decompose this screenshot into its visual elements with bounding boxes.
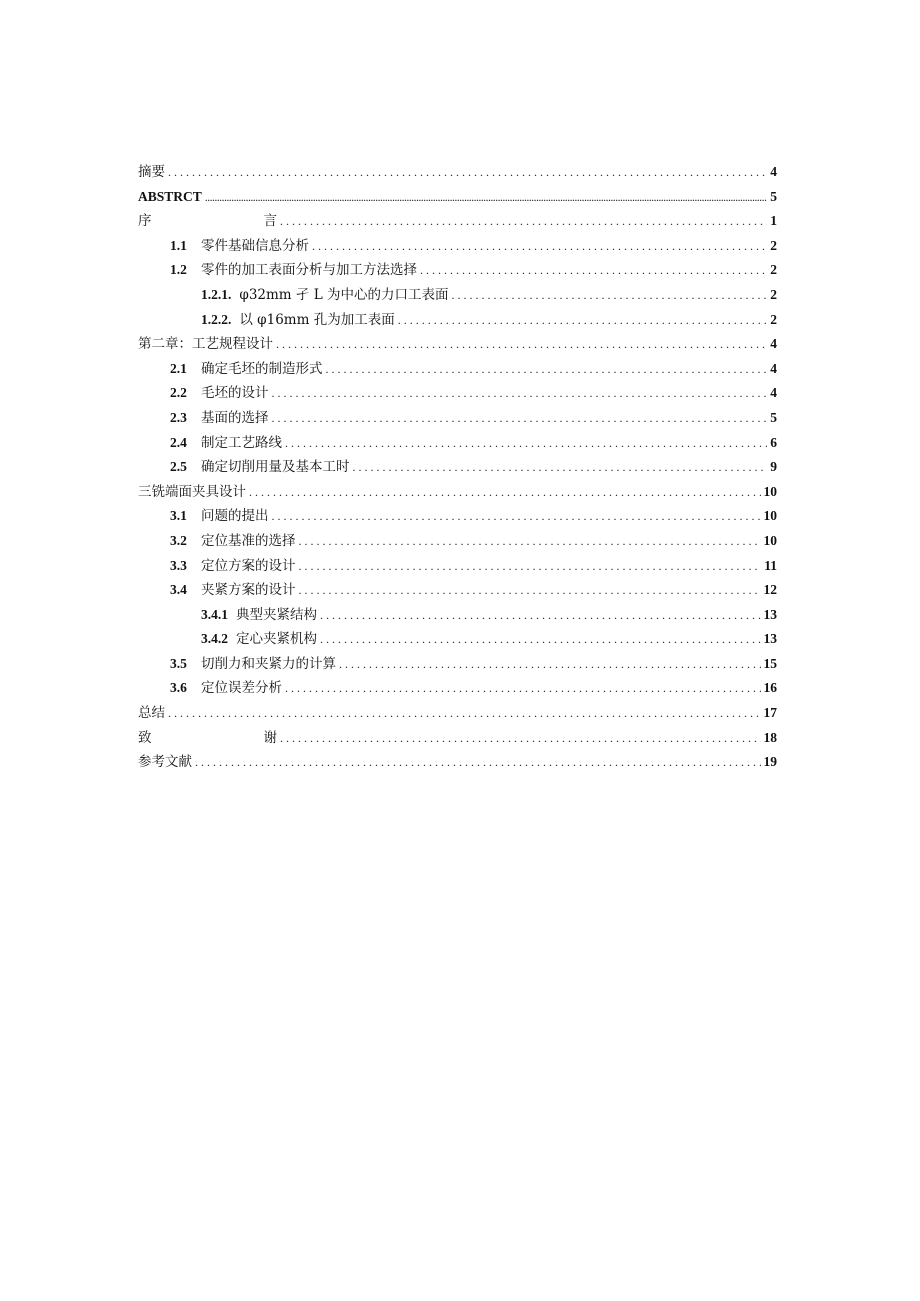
toc-page-number: 15 (763, 655, 777, 671)
toc-page-number: 10 (763, 483, 777, 499)
toc-entry-3-5[interactable] (138, 652, 777, 677)
toc-leader-dots (299, 529, 761, 554)
toc-leader-dots (320, 603, 761, 628)
toc-entry-title-part: 言 (263, 213, 277, 230)
toc-leader-dots (205, 185, 767, 210)
toc-entry-number: 2.5 (170, 459, 187, 475)
toc-leader-dots (280, 209, 767, 234)
toc-entry-number: 3.5 (170, 655, 187, 671)
toc-entry-title: 定位误差分析 (201, 680, 282, 697)
toc-leader-dots (168, 160, 767, 185)
toc-leader-dots (339, 652, 761, 677)
toc-entry-number: 1.1 (170, 237, 187, 253)
toc-page-number: 10 (763, 508, 777, 524)
toc-page-number: 9 (770, 459, 777, 475)
toc-page-number: 4 (770, 336, 777, 352)
toc-leader-dots (326, 357, 768, 382)
toc-entry-number: 1.2 (170, 262, 187, 278)
toc-entry-1-2-2[interactable] (138, 308, 777, 333)
toc-entry-title: 夹紧方案的设计 (201, 582, 296, 599)
toc-entry-abstract-cn[interactable] (138, 160, 777, 185)
toc-entry-2-1[interactable] (138, 357, 777, 382)
toc-entry-number: 3.2 (170, 532, 187, 548)
toc-entry-number: 3.3 (170, 557, 187, 573)
toc-entry-number: 3.1 (170, 508, 187, 524)
toc-entry-2-4[interactable] (138, 431, 777, 456)
toc-entry-number: 2.2 (170, 385, 187, 401)
toc-page-number: 2 (770, 262, 777, 278)
toc-entry-preface[interactable] (138, 209, 777, 234)
toc-entry-title: 参考文献 (138, 754, 192, 771)
toc-page-number: 5 (770, 188, 777, 204)
toc-entry-title: 典型夹紧结构 (236, 606, 317, 623)
toc-entry-title: 以 φ16mm 孔为加工表面 (239, 311, 395, 328)
toc-leader-dots (312, 234, 767, 259)
toc-entry-chapter-3[interactable] (138, 480, 777, 505)
toc-entry-number: 3.4.1 (201, 606, 228, 622)
toc-entry-title: 零件的加工表面分析与加工方法选择 (201, 262, 417, 279)
toc-entry-title: 切削力和夹紧力的计算 (201, 655, 336, 672)
toc-entry-3-4-1[interactable] (138, 603, 777, 628)
toc-entry-title: 定位方案的设计 (201, 557, 296, 574)
toc-entry-1-2[interactable] (138, 258, 777, 283)
toc-entry-3-2[interactable] (138, 529, 777, 554)
toc-entry-title: 基面的选择 (201, 409, 269, 426)
toc-page-number: 5 (770, 409, 777, 425)
toc-entry-number: 2.3 (170, 409, 187, 425)
toc-page-number: 4 (770, 360, 777, 376)
toc-leader-dots (353, 455, 768, 480)
toc-leader-dots (420, 258, 767, 283)
toc-entry-number: 2.1 (170, 360, 187, 376)
toc-leader-dots (272, 381, 768, 406)
toc-entry-number: 3.4.2 (201, 631, 228, 647)
toc-entry-title: 毛坯的设计 (201, 385, 269, 402)
toc-leader-dots (272, 504, 761, 529)
toc-entry-title: 确定切削用量及基本工时 (201, 459, 350, 476)
toc-entry-abstract-en[interactable] (138, 185, 777, 210)
toc-entry-title: 定位基准的选择 (201, 532, 296, 549)
toc-leader-dots (398, 308, 768, 333)
toc-entry-3-4[interactable] (138, 578, 777, 603)
toc-entry-title-part: 序 (138, 213, 152, 230)
toc-entry-title: 零件基础信息分析 (201, 237, 309, 254)
toc-entry-title: 确定毛坯的制造形式 (201, 360, 323, 377)
table-of-contents (138, 160, 777, 775)
toc-entry-3-1[interactable] (138, 504, 777, 529)
toc-leader-dots (451, 283, 767, 308)
toc-entry-2-5[interactable] (138, 455, 777, 480)
toc-entry-title: ABSTRCT (138, 188, 202, 204)
toc-entry-chapter-2[interactable] (138, 332, 777, 357)
toc-entry-2-2[interactable] (138, 381, 777, 406)
toc-leader-dots (285, 676, 761, 701)
toc-entry-3-6[interactable] (138, 676, 777, 701)
toc-entry-title: 定心夹紧机构 (236, 631, 317, 648)
toc-leader-dots (249, 480, 761, 505)
toc-entry-1-1[interactable] (138, 234, 777, 259)
toc-page-number: 19 (763, 754, 777, 770)
toc-leader-dots (299, 578, 761, 603)
toc-leader-dots (168, 701, 761, 726)
toc-page-number: 1 (770, 213, 777, 229)
toc-page-number: 2 (770, 286, 777, 302)
toc-page-number: 13 (763, 606, 777, 622)
toc-page-number: 17 (763, 705, 777, 721)
toc-entry-3-4-2[interactable] (138, 627, 777, 652)
toc-entry-number: 3.4 (170, 582, 187, 598)
toc-leader-dots (299, 554, 762, 579)
toc-page-number: 12 (763, 582, 777, 598)
toc-leader-dots (285, 431, 767, 456)
toc-entry-title: 三铣端面夹具设计 (138, 483, 246, 500)
toc-entry-1-2-1[interactable] (138, 283, 777, 308)
toc-page-number: 4 (770, 164, 777, 179)
toc-entry-title: 问题的提出 (201, 508, 269, 525)
toc-page-number: 16 (763, 680, 777, 696)
toc-leader-dots (280, 726, 761, 751)
toc-leader-dots (195, 750, 761, 775)
toc-page-number: 2 (770, 237, 777, 253)
toc-page-number: 11 (764, 557, 777, 573)
toc-entry-title: 摘要 (138, 164, 165, 180)
toc-entry-title: 总结 (138, 705, 165, 722)
toc-entry-title: φ32mm 孑 L 为中心的力口工表面 (239, 286, 449, 303)
toc-entry-title: 制定工艺路线 (201, 434, 282, 451)
toc-entry-3-3[interactable] (138, 554, 777, 579)
toc-entry-references[interactable] (138, 750, 777, 775)
toc-page-number: 4 (770, 385, 777, 401)
toc-entry-number: 2.4 (170, 434, 187, 450)
toc-entry-number: 1.2.2. (201, 311, 232, 327)
toc-entry-title-part: 谢 (263, 729, 277, 746)
toc-entry-number: 1.2.1. (201, 286, 232, 302)
toc-page-number: 2 (770, 311, 777, 327)
toc-page-number: 13 (763, 631, 777, 647)
toc-entry-title: 第二章：工艺规程设计 (138, 336, 273, 353)
toc-entry-summary[interactable] (138, 701, 777, 726)
toc-page-number: 6 (770, 434, 777, 450)
toc-entry-number: 3.6 (170, 680, 187, 696)
toc-leader-dots (320, 627, 761, 652)
toc-entry-2-3[interactable] (138, 406, 777, 431)
toc-leader-dots (272, 406, 768, 431)
toc-leader-dots (276, 332, 767, 357)
toc-entry-acknowledgements[interactable] (138, 726, 777, 751)
toc-entry-title-part: 致 (138, 729, 152, 746)
toc-page-number: 18 (763, 729, 777, 745)
toc-page-number: 10 (763, 532, 777, 548)
